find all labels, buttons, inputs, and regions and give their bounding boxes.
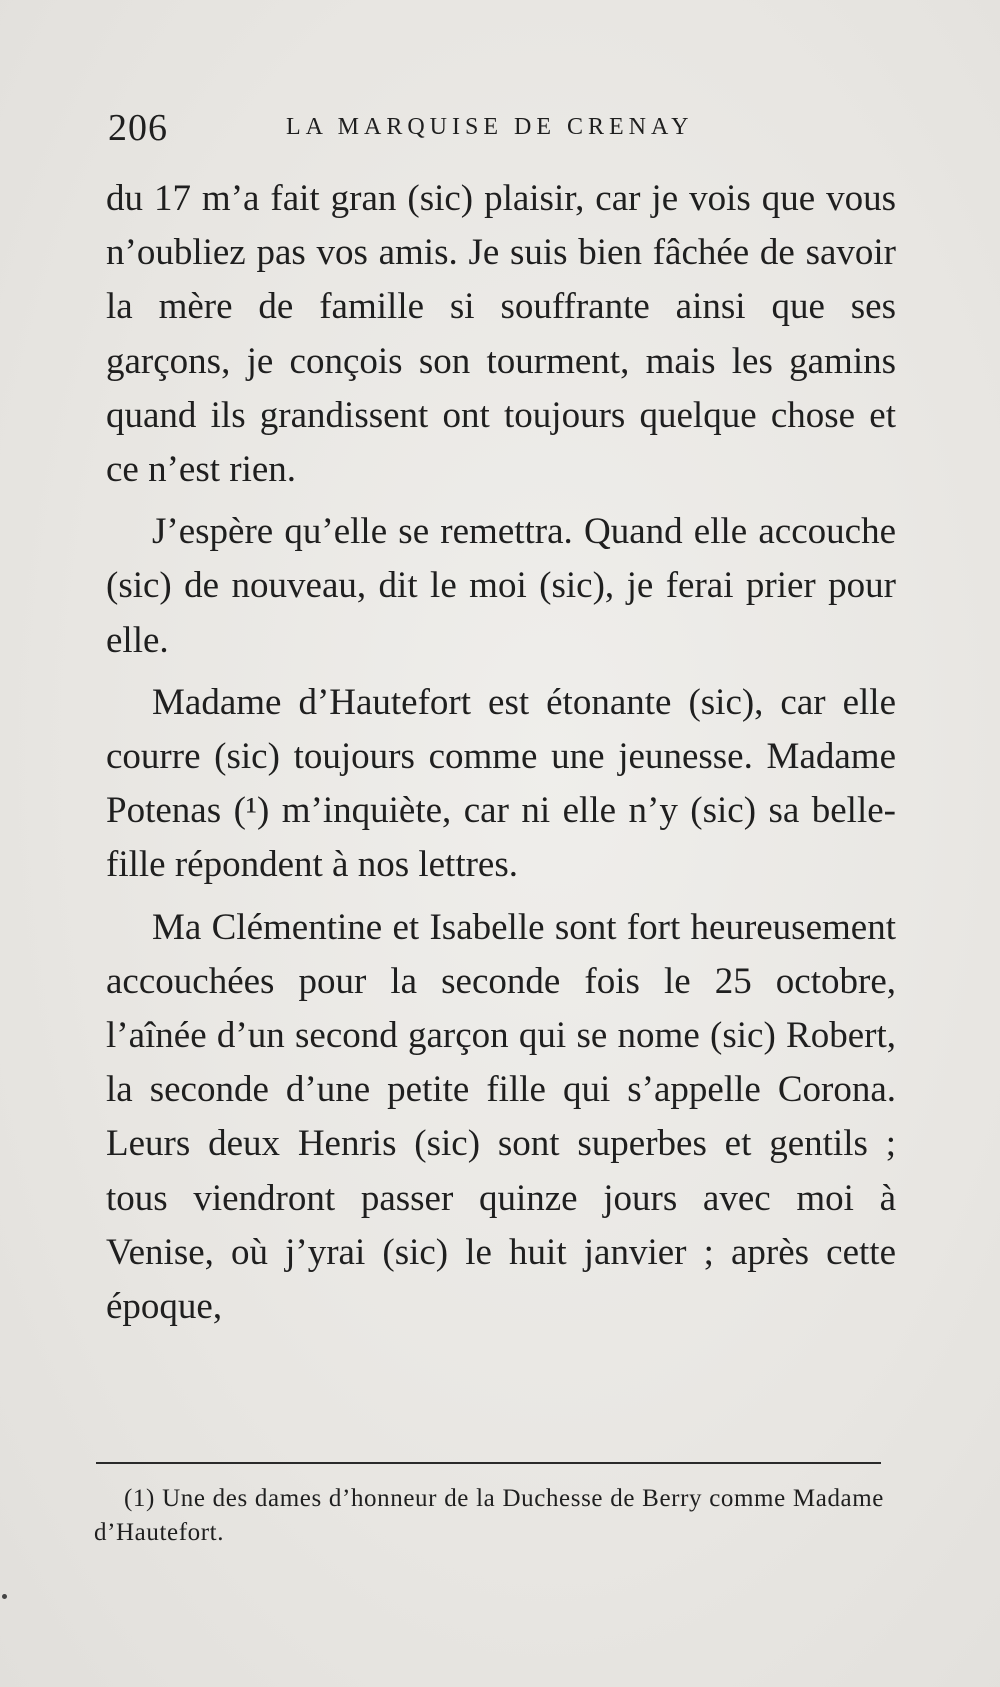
footnote-number: (1)	[124, 1485, 155, 1512]
page-number: 206	[108, 107, 168, 149]
paper-speck	[2, 1594, 7, 1599]
paragraph-4: Ma Clémentine et Isabelle sont fort heureusement accouchées pour la seconde fois le 25 octobre, l’aînée d’un second garçon qui se nome (sic) Robert, la seconde d’une petite fille qui s’appelle Corona. Leurs deux Henris (sic) sont superbes et gentils ; tous viendront passer quinze jours avec moi à Venise, où j’yrai (sic) le huit janvier ; après cette époque,	[106, 906, 896, 1328]
body-text	[106, 172, 896, 1334]
footnote	[94, 1482, 884, 1550]
paragraph-1: du 17 m’a fait gran (sic) plaisir, car je vois que vous n’oubliez pas vos amis. Je suis bien fâchée de savoir la mère de famille si souffrante ainsi que ses garçons, je conçois son tourment, mais les gamins quand ils grandissent ont toujours quelque chose et ce n’est rien.	[106, 178, 896, 491]
paragraph-3: Madame d’Hautefort est étonante (sic), car elle courre (sic) toujours comme une jeunesse. Madame Potenas (¹) m’inquiète, car ni elle n’y (sic) sa belle-fille répondent à nos lettres.	[106, 681, 896, 886]
page-header	[108, 100, 908, 150]
running-title: LA MARQUISE DE CRENAY	[286, 114, 694, 140]
footnote-text: Une des dames d’honneur de la Duchesse de Berry comme Madame d’Hautefort.	[94, 1485, 884, 1546]
footnote-divider	[96, 1462, 881, 1464]
paragraph-2: J’espère qu’elle se remettra. Quand elle accouche (sic) de nouveau, dit le moi (sic), je ferai prier pour elle.	[106, 511, 896, 661]
